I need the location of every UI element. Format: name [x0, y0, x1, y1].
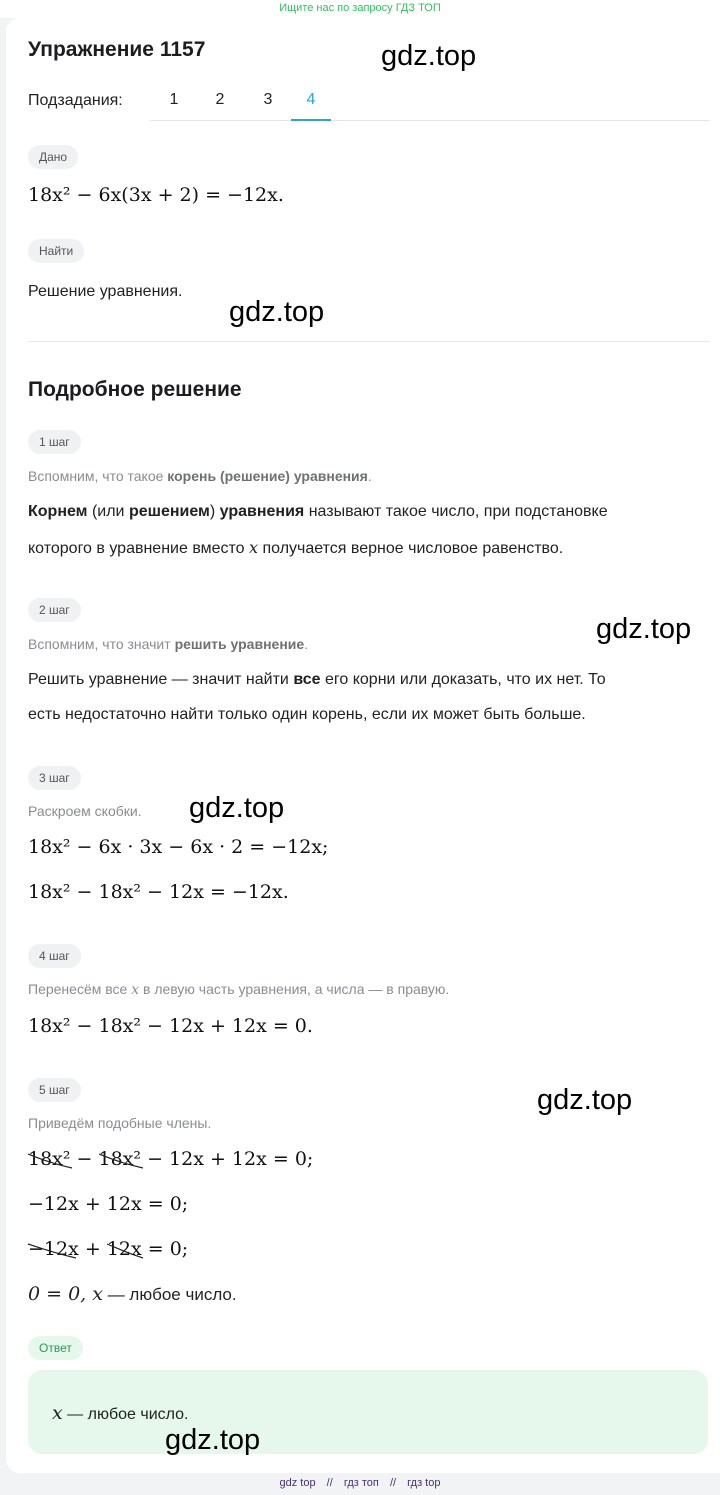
tab-subtask-4[interactable]: 4 [291, 82, 331, 121]
promo-banner[interactable]: Ищите нас по запросу ГДЗ ТОП [0, 0, 720, 18]
answer-badge: Ответ [28, 1336, 83, 1360]
step-4-hint: Перенесём все x в левую часть уравнения, а числа — в правую. [28, 981, 450, 998]
step-3-equation-1: 18x² − 6x · 3x − 6x · 2 = −12x; [28, 836, 329, 858]
subtasks-label: Подзадания: [28, 92, 123, 109]
watermark: gdz.top [381, 40, 477, 72]
tab-subtask-1[interactable]: 1 [169, 91, 179, 108]
answer-text: x — любое число. [52, 1402, 189, 1424]
divider [28, 341, 710, 342]
watermark: gdz.top [229, 296, 325, 328]
strike-mark [26, 1150, 74, 1172]
step-2-line-1: Решить уравнение — значит найти все его корни или доказать, что их нет. То [28, 671, 606, 688]
strike-mark [97, 1150, 145, 1172]
step-2-badge: 2 шаг [28, 598, 81, 622]
watermark: gdz.top [189, 792, 285, 824]
struck-term: 18x² [99, 1148, 142, 1170]
step-3-badge: 3 шаг [28, 766, 81, 790]
strike-mark [26, 1240, 78, 1262]
strike-mark [105, 1240, 145, 1262]
footer-links [0, 1474, 720, 1495]
step-2-hint: Вспомним, что значит решить уравнение. [28, 636, 309, 652]
step-5-equation-3: −12x + 12x = 0; [28, 1238, 189, 1260]
watermark: gdz.top [596, 613, 692, 645]
step-1-line-1: Корнем (или решением) уравнения называют такое число, при подстановке [28, 503, 608, 520]
footer-separator: // [389, 1477, 397, 1489]
find-text: Решение уравнения. [28, 283, 183, 300]
step-1-badge: 1 шаг [28, 430, 81, 454]
footer-separator: // [326, 1477, 333, 1489]
step-5-equation-4: 0 = 0, x — любое число. [28, 1283, 237, 1305]
struck-term: −12x [28, 1238, 79, 1260]
exercise-card [6, 18, 720, 1473]
tab-subtask-2[interactable]: 2 [215, 91, 225, 108]
page-title: Упражнение 1157 [28, 38, 206, 61]
step-4-badge: 4 шаг [28, 944, 81, 968]
step-5-hint: Приведём подобные члены. [28, 1115, 212, 1131]
step-3-hint: Раскроем скобки. [28, 803, 142, 819]
struck-term: 18x² [28, 1148, 71, 1170]
answer-box [28, 1370, 708, 1454]
tab-subtask-3[interactable]: 3 [263, 91, 273, 108]
step-1-line-2: которого в уравнение вместо x получается верное числовое равенство. [28, 538, 564, 557]
step-5-equation-1: 18x² − 18x² − 12x + 12x = 0; [28, 1148, 314, 1170]
given-badge: Дано [28, 145, 78, 169]
step-3-equation-2: 18x² − 18x² − 12x = −12x. [28, 881, 289, 903]
step-5-badge: 5 шаг [28, 1078, 81, 1102]
footer-link-gdz-top[interactable]: gdz top [279, 1477, 316, 1489]
step-2-line-2: есть недостаточно найти только один корень, если их может быть больше. [28, 706, 586, 723]
subtask-tabs [150, 82, 710, 121]
step-1-hint: Вспомним, что такое корень (решение) уравнения. [28, 468, 372, 484]
watermark: gdz.top [537, 1084, 633, 1116]
struck-term: 12x [107, 1238, 142, 1260]
footer-link-gdz-top-ru[interactable]: гдз топ [343, 1477, 379, 1489]
find-badge: Найти [28, 239, 84, 263]
watermark: gdz.top [165, 1424, 261, 1456]
step-4-equation-1: 18x² − 18x² − 12x + 12x = 0. [28, 1015, 313, 1037]
footer-link-gdz-top-mixed[interactable]: гдз top [407, 1477, 441, 1489]
step-5-equation-2: −12x + 12x = 0; [28, 1193, 189, 1215]
given-equation: 18x² − 6x(3x + 2) = −12x. [28, 184, 284, 206]
solution-title: Подробное решение [28, 378, 242, 401]
